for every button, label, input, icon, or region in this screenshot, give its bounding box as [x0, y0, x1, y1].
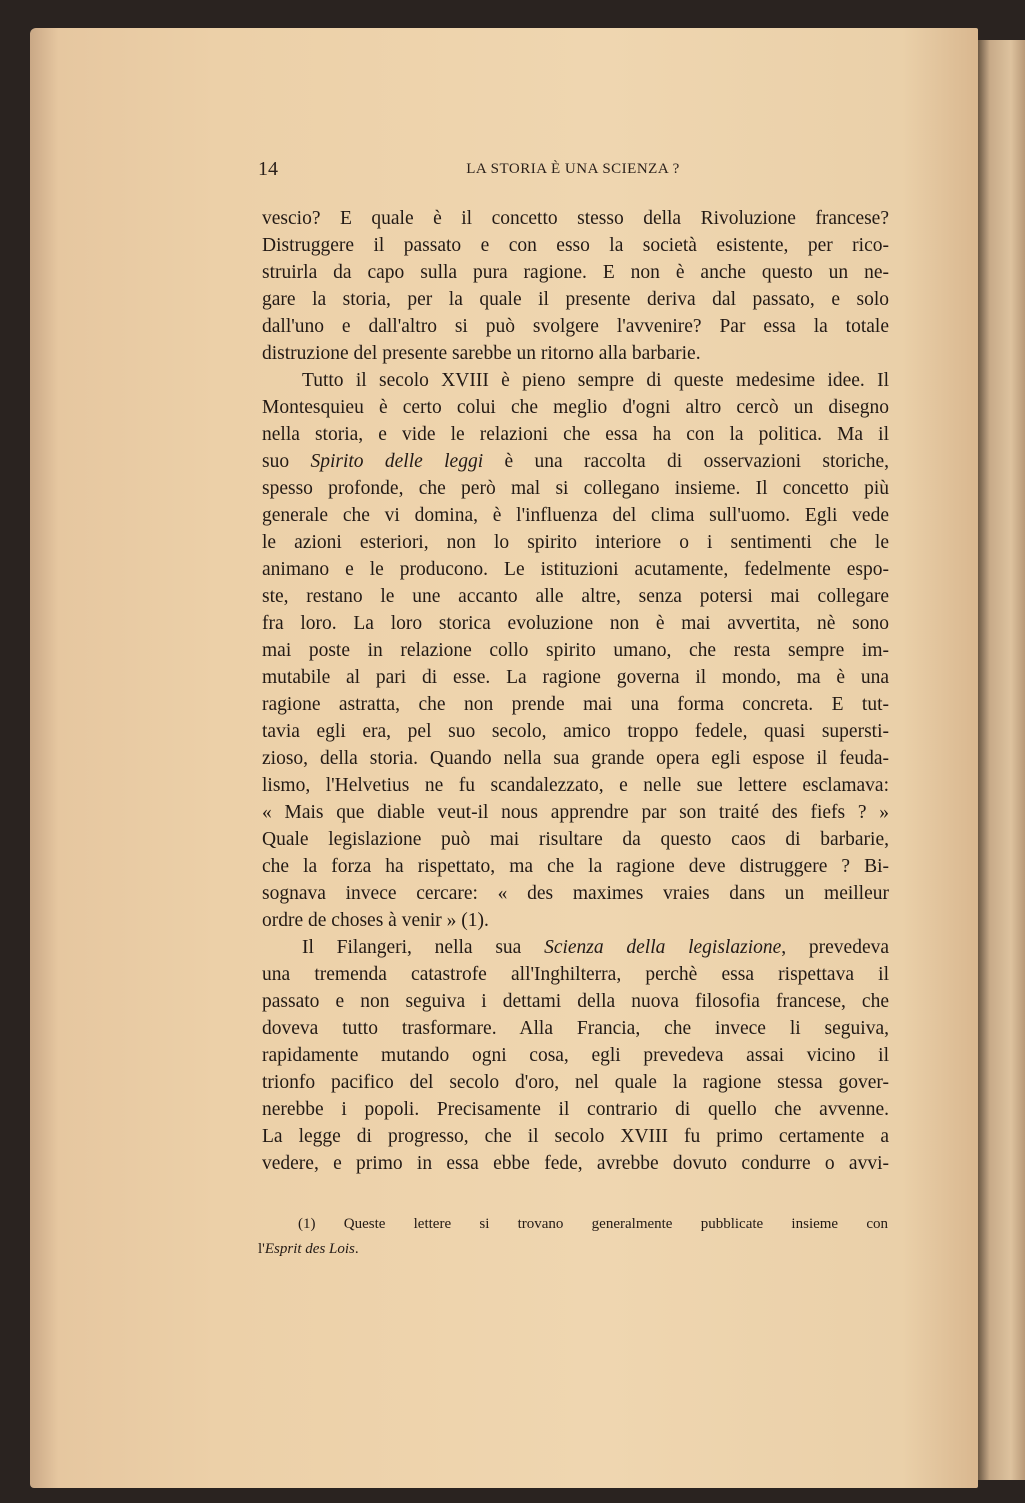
- text-segment: che la forza ha rispettato, ma che la ragione deve distruggere ? Bi-: [262, 856, 889, 877]
- text-segment: ragione astratta, che non prende mai una forma concreta. E tut-: [262, 694, 889, 715]
- text-line: [262, 475, 889, 502]
- text-segment: generale che vi domina, è l'influenza del clima sull'uomo. Egli vede: [262, 505, 889, 526]
- text-line: [262, 718, 889, 745]
- text-segment: Montesquieu è certo colui che meglio d'ogni altro cercò un disegno: [262, 397, 889, 418]
- text-segment: struirla da capo sulla pura ragione. E non è anche questo un ne-: [262, 262, 889, 283]
- text-segment: La legge di progresso, che il secolo XVIII fu primo certamente a: [262, 1126, 889, 1147]
- text-line: [262, 556, 889, 583]
- text-line: [262, 691, 889, 718]
- text-segment: spesso profonde, che però mal si collegano insieme. Il concetto più: [262, 478, 889, 499]
- text-line: [262, 1069, 889, 1096]
- text-line: [262, 1042, 889, 1069]
- text-segment: gare la storia, per la quale il presente deriva dal passato, e solo: [262, 289, 889, 310]
- footnote-line: [258, 1237, 888, 1262]
- text-line: [262, 664, 889, 691]
- text-segment: l': [258, 1241, 265, 1257]
- text-line: [262, 1015, 889, 1042]
- text-line: [262, 880, 889, 907]
- italic-title: Scienza della legislazione: [544, 937, 782, 958]
- text-line: [262, 961, 889, 988]
- text-segment: Distruggere il passato e con esso la società esistente, per rico-: [262, 235, 889, 256]
- text-line: [262, 259, 889, 286]
- text-line: [262, 313, 889, 340]
- text-segment: tavia egli era, pel suo secolo, amico troppo fedele, quasi supersti-: [262, 721, 889, 742]
- footnote: [258, 1212, 888, 1262]
- text-segment: rapidamente mutando ogni cosa, egli prevedeva assai vicino il: [262, 1045, 889, 1066]
- text-segment: trionfo pacifico del secolo d'oro, nel quale la ragione stessa gover-: [262, 1072, 889, 1093]
- adjacent-page-edge: [978, 40, 1025, 1480]
- text-segment: Tutto il secolo XVIII è pieno sempre di queste medesime idee. Il: [302, 370, 889, 391]
- text-segment: dall'uno e dall'altro si può svolgere l'avvenire? Par essa la totale: [262, 316, 889, 337]
- text-line: [262, 907, 889, 934]
- text-segment: (1) Queste lettere si trovano generalmente pubblicate insieme con: [298, 1216, 888, 1232]
- text-line: [262, 610, 889, 637]
- text-segment: zioso, della storia. Quando nella sua grande opera egli espose il feuda-: [262, 748, 889, 769]
- text-segment: è una raccolta di osservazioni storiche,: [483, 451, 889, 472]
- text-line: [262, 1096, 889, 1123]
- text-segment: animano e le producono. Le istituzioni acutamente, fedelmente espo-: [262, 559, 889, 580]
- page-number: 14: [258, 158, 278, 180]
- text-line: [262, 340, 889, 367]
- text-line: [262, 232, 889, 259]
- text-line: [262, 583, 889, 610]
- text-segment: Il Filangeri, nella sua: [302, 937, 545, 958]
- text-segment: « Mais que diable veut-il nous apprendre par son traité des fiefs ? »: [262, 802, 889, 823]
- running-title: LA STORIA È UNA SCIENZA ?: [466, 161, 680, 177]
- text-line: [262, 745, 889, 772]
- text-line: [262, 1150, 889, 1177]
- text-line: [262, 286, 889, 313]
- page-header: [258, 158, 888, 184]
- text-segment: vescio? E quale è il concetto stesso della Rivoluzione francese?: [262, 208, 889, 229]
- text-line: [262, 799, 889, 826]
- text-line: [262, 637, 889, 664]
- text-segment: Quale legislazione può mai risultare da questo caos di barbarie,: [262, 829, 889, 850]
- text-segment: una tremenda catastrofe all'Inghilterra, perchè essa rispettava il: [262, 964, 889, 985]
- text-segment: distruzione del presente sarebbe un ritorno alla barbarie.: [262, 343, 701, 364]
- text-line: [262, 853, 889, 880]
- text-segment: ste, restano le une accanto alle altre, senza potersi mai collegare: [262, 586, 889, 607]
- text-line: [262, 934, 889, 961]
- text-segment: doveva tutto trasformare. Alla Francia, che invece li seguiva,: [262, 1018, 889, 1039]
- text-line: [262, 529, 889, 556]
- text-segment: fra loro. La loro storica evoluzione non è mai avvertita, nè sono: [262, 613, 889, 634]
- text-line: [262, 772, 889, 799]
- text-line: [262, 1123, 889, 1150]
- text-segment: le azioni esteriori, non lo spirito interiore o i sentimenti che le: [262, 532, 889, 553]
- text-segment: mai poste in relazione collo spirito umano, che resta sempre im-: [262, 640, 889, 661]
- text-line: [262, 988, 889, 1015]
- footnote-line: [258, 1212, 888, 1237]
- body-text: [262, 205, 889, 1177]
- italic-title: Spirito delle leggi: [310, 451, 484, 472]
- text-segment: passato e non seguiva i dettami della nuova filosofia francese, che: [262, 991, 889, 1012]
- text-line: [262, 421, 889, 448]
- text-segment: , prevedeva: [781, 937, 889, 958]
- italic-title: Esprit des Lois: [264, 1241, 355, 1257]
- text-segment: vedere, e primo in essa ebbe fede, avrebbe dovuto condurre o avvi-: [262, 1153, 889, 1174]
- text-line: [262, 205, 889, 232]
- text-segment: nerebbe i popoli. Precisamente il contrario di quello che avvenne.: [262, 1099, 889, 1120]
- text-segment: ordre de choses à venir » (1).: [262, 910, 489, 931]
- text-segment: sognava invece cercare: « des maximes vraies dans un meilleur: [262, 883, 889, 904]
- text-line: [262, 367, 889, 394]
- text-line: [262, 394, 889, 421]
- text-segment: mutabile al pari di esse. La ragione governa il mondo, ma è una: [262, 667, 889, 688]
- text-segment: suo: [262, 451, 311, 472]
- text-line: [262, 502, 889, 529]
- text-line: [262, 448, 889, 475]
- text-segment: lismo, l'Helvetius ne fu scandalezzato, e nelle sue lettere esclamava:: [262, 775, 889, 796]
- text-segment: nella storia, e vide le relazioni che essa ha con la politica. Ma il: [262, 424, 889, 445]
- text-segment: .: [354, 1241, 359, 1257]
- text-line: [262, 826, 889, 853]
